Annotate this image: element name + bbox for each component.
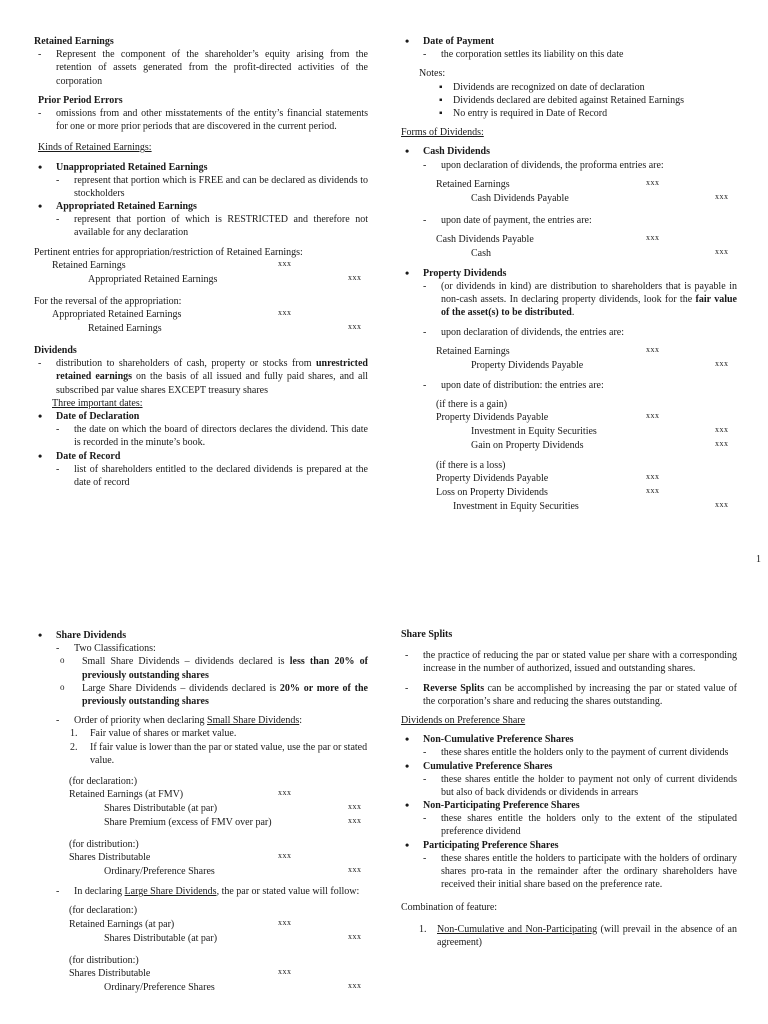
order-of-priority-text	[52, 714, 368, 727]
account-name: Ordinary/Preference Shares	[104, 866, 215, 878]
item-text: If fair value is lower than the par or stated value, use the par or stated value.	[90, 741, 368, 766]
date-of-record-heading: • Date of Record	[34, 450, 368, 463]
date-of-declaration-definition: - the date on which the board of directors declares the dividend. This date is recorded in the minute’s book.	[52, 423, 368, 449]
share-splits-heading: Share Splits	[401, 629, 453, 640]
account-name: Investment in Equity Securities	[453, 501, 579, 513]
prior-period-errors-definition: - omissions from and other misstatements of the entity’s financial statements for one or more prior periods that are discovered in the current period.	[34, 107, 368, 133]
text-run: .	[571, 307, 575, 319]
text-run-bold: 20% or more of the previously outstanding shares	[82, 682, 368, 707]
text-run-underline: Small Share Dividends	[207, 715, 300, 727]
non-participating-heading: • Non-Participating Preference Shares	[401, 799, 737, 812]
amount-placeholder: xxx	[278, 788, 292, 798]
account-name: Retained Earnings	[52, 259, 126, 271]
share-splits-definition: - the practice of reducing the par or stated value per share with a corresponding increase in the number of authorized, issued and outstanding shares.	[401, 649, 737, 675]
for-declaration-note-2: (for declaration:)	[69, 905, 138, 917]
date-of-declaration-heading: • Date of Declaration	[34, 410, 368, 423]
note-item: ▪ Dividends are recognized on date of declaration	[401, 81, 737, 94]
amount-placeholder: xxx	[278, 966, 292, 976]
dividends-definition	[34, 357, 368, 397]
text-run: Large Share Dividends – dividends declared is	[82, 682, 280, 694]
dividends-heading: Dividends	[34, 345, 77, 356]
unappropriated-definition: - represent that portion which is FREE and can be declared as dividends to stockholders	[52, 174, 368, 200]
text-run: (will prevail in the absence of an agreement)	[437, 923, 737, 948]
amount-placeholder: xxx	[715, 425, 729, 435]
amount-placeholder: xxx	[348, 816, 362, 826]
account-name: Shares Distributable	[69, 967, 151, 979]
gain-note: (if there is a gain)	[436, 399, 508, 410]
large-declaration-debit	[34, 918, 368, 932]
amount-placeholder: xxx	[278, 851, 292, 861]
account-name: Property Dividends Payable	[436, 412, 549, 424]
three-dates-heading: Three important dates:	[52, 397, 143, 409]
amount-placeholder: xxx	[348, 802, 362, 812]
amount-placeholder: xxx	[646, 177, 660, 187]
text-run-underline: Large Share Dividends	[124, 886, 217, 898]
large-share-dividends-item	[34, 682, 368, 708]
loss-entry-credit	[401, 500, 737, 514]
account-name: Retained Earnings	[436, 345, 510, 357]
amount-placeholder: xxx	[348, 980, 362, 990]
account-name: Cash	[471, 247, 491, 259]
reverse-splits-definition	[401, 682, 737, 708]
page-number: 1	[756, 554, 761, 565]
page2-right-column	[401, 628, 737, 949]
loss-entry-debit-2	[401, 486, 737, 500]
date-of-record-definition: - list of shareholders entitled to the declared dividends is prepared at the date of record	[52, 463, 368, 489]
note-item: ▪ Dividends declared are debited against Retained Earnings	[401, 94, 737, 107]
account-name: Ordinary/Preference Shares	[104, 981, 215, 993]
text-run: Order of priority when declaring	[74, 715, 208, 727]
notes-label: Notes:	[419, 68, 446, 80]
for-distribution-note: (for distribution:)	[69, 839, 139, 851]
priority-item-2	[34, 741, 368, 767]
amount-placeholder: xxx	[348, 272, 362, 282]
amount-placeholder: xxx	[646, 232, 660, 242]
gain-entry-credit-2	[401, 439, 737, 453]
property-declaration-text: - upon declaration of dividends, the entries are:	[419, 326, 737, 339]
journal-entry-appropriation-credit	[34, 273, 368, 287]
property-dividends-heading: • Property Dividends	[401, 267, 737, 280]
kinds-heading: Kinds of Retained Earnings:	[38, 142, 152, 154]
account-name: Appropriated Retained Earnings	[88, 273, 218, 285]
account-name: Property Dividends Payable	[436, 473, 549, 485]
small-declaration-credit-1	[34, 802, 368, 816]
amount-placeholder: xxx	[646, 472, 660, 482]
large-distribution-credit	[34, 981, 368, 995]
text-run: on the basis of all issued and fully paid shares, and all subscribed par value shares EXCEPT treasury shares	[56, 371, 368, 396]
cash-declaration-debit	[401, 178, 737, 192]
retained-earnings-definition: - Represent the component of the shareholder’s equity arising from the retention of assets generated from the profit-directed activities of the corporation	[34, 48, 368, 88]
date-of-payment-definition: - the corporation settles its liability on this date	[419, 48, 737, 61]
gain-entry-credit-1	[401, 425, 737, 439]
non-participating-definition: - these shares entitle the holders only to the extent of the stipulated preference dividend	[419, 812, 737, 838]
property-dividends-definition	[419, 280, 737, 320]
account-name: Retained Earnings (at FMV)	[69, 789, 184, 801]
for-declaration-note: (for declaration:)	[69, 775, 138, 787]
text-run: :	[299, 715, 303, 727]
page1-left-column	[34, 35, 368, 489]
journal-entry-reversal-credit	[34, 322, 368, 336]
participating-heading: • Participating Preference Shares	[401, 839, 737, 852]
large-distribution-debit	[34, 967, 368, 981]
amount-placeholder: xxx	[715, 439, 729, 449]
loss-entry-debit-1	[401, 472, 737, 486]
combination-item-1	[401, 923, 737, 949]
property-distribution-text: - upon date of distribution: the entries are:	[419, 379, 737, 392]
cash-declaration-text: - upon declaration of dividends, the proforma entries are:	[419, 159, 737, 172]
amount-placeholder: xxx	[715, 246, 729, 256]
non-cumulative-definition: - these shares entitle the holders only to the payment of current dividends	[419, 746, 737, 759]
small-declaration-debit	[34, 788, 368, 802]
account-name: Cash Dividends Payable	[471, 192, 569, 204]
amount-placeholder: xxx	[278, 917, 292, 927]
amount-placeholder: xxx	[715, 500, 729, 510]
amount-placeholder: xxx	[715, 358, 729, 368]
account-name: Shares Distributable (at par)	[104, 932, 218, 944]
page2-left-column	[34, 629, 368, 995]
account-name: Share Premium (excess of FMV over par)	[104, 817, 272, 829]
page1-right-column	[401, 35, 737, 514]
two-classifications-text: - Two Classifications:	[52, 642, 368, 655]
amount-placeholder: xxx	[715, 191, 729, 201]
account-name: Investment in Equity Securities	[471, 426, 597, 438]
unappropriated-heading: • Unappropriated Retained Earnings	[34, 161, 368, 174]
small-declaration-credit-2	[34, 816, 368, 830]
preference-dividends-heading: Dividends on Preference Share	[401, 714, 526, 726]
account-name: Gain on Property Dividends	[471, 440, 584, 452]
loss-note: (if there is a loss)	[436, 460, 506, 472]
cumulative-heading: • Cumulative Preference Shares	[401, 760, 737, 773]
item-number: 1.	[70, 728, 78, 740]
amount-placeholder: xxx	[348, 322, 362, 331]
cash-payment-debit	[401, 233, 737, 247]
participating-definition: - these shares entitle the holders to participate with the holders of ordinary shares pro-rata in the remainder after the ordinary shareholders have received their initial share based on the preference rate.	[419, 852, 737, 892]
cash-payment-credit	[401, 247, 737, 261]
large-declaration-credit	[34, 932, 368, 946]
for-distribution-note-2: (for distribution:)	[69, 954, 139, 966]
prior-period-errors-heading: Prior Period Errors	[38, 94, 123, 106]
text-run: Small Share Dividends – dividends declared is	[82, 656, 290, 668]
journal-entry-appropriation-debit	[34, 259, 368, 273]
large-declaration-text	[52, 885, 368, 898]
property-declaration-debit	[401, 345, 737, 359]
non-cumulative-heading: • Non-Cumulative Preference Shares	[401, 733, 737, 746]
account-name: Loss on Property Dividends	[436, 487, 548, 499]
cumulative-definition: - these shares entitle the holder to payment not only of current dividends but also of back dividends or dividends in arrears	[419, 773, 737, 799]
amount-placeholder: xxx	[646, 486, 660, 496]
retained-earnings-heading: Retained Earnings	[34, 36, 114, 47]
note-item: ▪ No entry is required in Date of Record	[401, 107, 737, 120]
account-name: Property Dividends Payable	[471, 359, 584, 371]
text-run: , the par or stated value will follow:	[216, 886, 360, 898]
small-share-dividends-item	[34, 655, 368, 681]
account-name: Shares Distributable	[69, 852, 151, 864]
item-number: 1.	[419, 923, 427, 935]
account-name: Shares Distributable (at par)	[104, 803, 218, 815]
reversal-label: For the reversal of the appropriation:	[34, 295, 182, 307]
account-name: Appropriated Retained Earnings	[52, 309, 182, 320]
appropriated-definition: - represent that portion of which is RESTRICTED and therefore not available for any declaration	[52, 213, 368, 239]
property-declaration-credit	[401, 359, 737, 373]
small-distribution-debit	[34, 851, 368, 865]
text-run: In declaring	[74, 886, 125, 898]
account-name: Retained Earnings (at par)	[69, 918, 175, 930]
journal-entry-reversal-debit	[34, 308, 368, 322]
amount-placeholder: xxx	[646, 411, 660, 421]
cash-declaration-credit	[401, 192, 737, 206]
account-name: Cash Dividends Payable	[436, 233, 534, 245]
account-name: Retained Earnings	[436, 178, 510, 190]
gain-entry-debit	[401, 411, 737, 425]
amount-placeholder: xxx	[348, 931, 362, 941]
amount-placeholder: xxx	[646, 344, 660, 354]
appropriated-heading: • Appropriated Retained Earnings	[34, 200, 368, 213]
cash-payment-text: - upon date of payment, the entries are:	[419, 214, 737, 227]
text-run-bold: Reverse Splits	[423, 682, 485, 694]
text-run: can be accomplished by increasing the par or stated value of the corporation’s share and reducing the shares outstanding.	[423, 682, 737, 707]
text-run: distribution to shareholders of cash, property or stocks from	[56, 358, 316, 370]
amount-placeholder: xxx	[278, 308, 292, 317]
item-text: Fair value of shares or market value.	[90, 728, 237, 740]
cash-dividends-heading: • Cash Dividends	[401, 145, 737, 158]
account-name: Retained Earnings	[88, 323, 162, 334]
pertinent-entries-label: Pertinent entries for appropriation/restriction of Retained Earnings:	[34, 246, 303, 258]
amount-placeholder: xxx	[348, 865, 362, 875]
text-run-bold: fair value of the asset(s) to be distributed	[441, 294, 737, 319]
text-run-underline: Non-Cumulative and Non-Participating	[437, 923, 598, 935]
text-run: (or dividends in kind) are distribution to shareholders that is payable in non-cash assets. In declaring property dividends, look for the	[441, 281, 737, 306]
text-run-bold: unrestricted retained earnings	[56, 358, 368, 383]
item-number: 2.	[70, 741, 78, 753]
combination-label: Combination of feature:	[401, 902, 498, 914]
forms-of-dividends-heading: Forms of Dividends:	[401, 127, 484, 139]
share-dividends-heading: • Share Dividends	[34, 629, 368, 642]
priority-item-1	[34, 727, 368, 740]
date-of-payment-heading: • Date of Payment	[401, 35, 737, 48]
text-run-bold: less than 20% of previously outstanding shares	[82, 656, 368, 681]
small-distribution-credit	[34, 865, 368, 879]
amount-placeholder: xxx	[278, 258, 292, 268]
